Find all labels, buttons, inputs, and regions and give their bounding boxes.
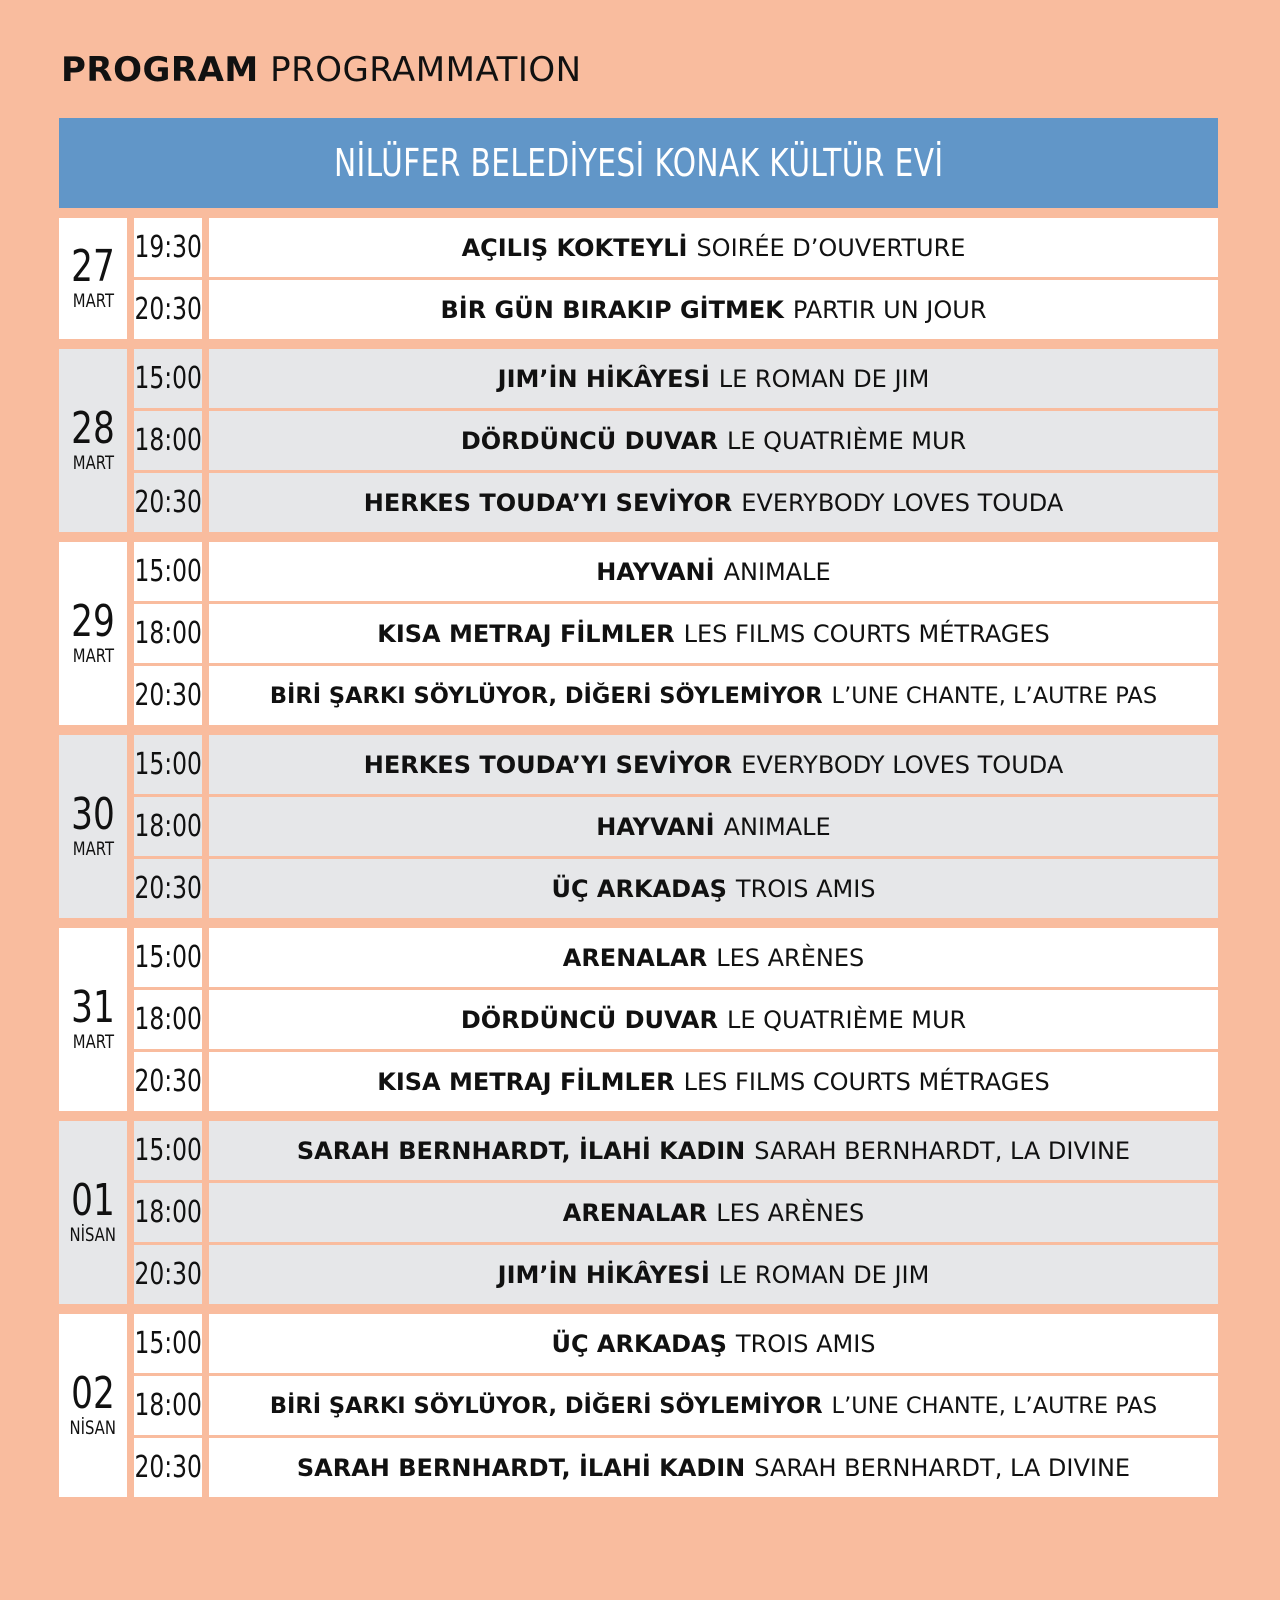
screening-time: 18:00	[134, 423, 202, 458]
date-day: 31	[71, 981, 115, 1033]
film-title-french: L’UNE CHANTE, L’AUTRE PAS	[831, 682, 1158, 709]
screening-time-cell	[134, 473, 202, 532]
date-day: 30	[71, 788, 115, 840]
film-title-cell	[209, 1438, 1218, 1497]
screening-time: 18:00	[134, 809, 202, 844]
screening-time: 20:30	[134, 485, 202, 520]
film-title-cell	[209, 280, 1218, 339]
date-cell	[59, 1121, 127, 1304]
date-month: MART	[72, 1030, 114, 1053]
screening-time: 20:30	[134, 871, 202, 906]
screening-time-cell	[134, 859, 202, 918]
screening-list	[134, 735, 1218, 918]
film-title-turkish: BİR GÜN BIRAKIP GİTMEK	[440, 295, 784, 324]
date-day: 29	[71, 595, 115, 647]
day-block	[59, 218, 1218, 339]
film-title-cell	[209, 1121, 1218, 1180]
screening-time: 20:30	[134, 292, 202, 327]
film-title-french: SOIRÉE D’OUVERTURE	[696, 233, 966, 262]
screening-time-cell	[134, 928, 202, 987]
screening-row	[134, 1438, 1218, 1497]
date-cell	[59, 928, 127, 1111]
film-title-french: SARAH BERNHARDT, LA DIVINE	[754, 1136, 1131, 1165]
screening-row	[134, 1121, 1218, 1180]
film-title-french: LES ARÈNES	[716, 943, 865, 972]
date-cell	[59, 1314, 127, 1497]
screening-list	[134, 1121, 1218, 1304]
screening-time-cell	[134, 735, 202, 794]
film-title-french: LE ROMAN DE JIM	[718, 1260, 930, 1289]
venue-banner	[59, 118, 1218, 208]
film-title-cell	[209, 411, 1218, 470]
screening-time-cell	[134, 218, 202, 277]
screening-row	[134, 1052, 1218, 1111]
film-title-turkish: ÜÇ ARKADAŞ	[551, 874, 727, 903]
screening-time: 18:00	[134, 1195, 202, 1230]
screening-row	[134, 797, 1218, 856]
screening-row	[134, 735, 1218, 794]
film-title-french: ANIMALE	[723, 557, 831, 586]
screening-row	[134, 666, 1218, 725]
film-title-turkish: ARENALAR	[562, 1198, 708, 1227]
date-day: 01	[71, 1174, 115, 1226]
date-day: 28	[71, 402, 115, 454]
screening-row	[134, 859, 1218, 918]
screening-row	[134, 1376, 1218, 1435]
film-title-turkish: JIM’İN HİKÂYESİ	[497, 1260, 710, 1289]
day-block	[59, 349, 1218, 532]
film-title-turkish: AÇILIŞ KOKTEYLİ	[461, 233, 688, 262]
film-title-french: ANIMALE	[723, 812, 831, 841]
film-title-cell	[209, 859, 1218, 918]
film-title-french: LES FILMS COURTS MÉTRAGES	[683, 619, 1050, 648]
screening-time-cell	[134, 990, 202, 1049]
film-title-cell	[209, 666, 1218, 725]
screening-time-cell	[134, 280, 202, 339]
film-title-cell	[209, 349, 1218, 408]
screening-time: 18:00	[134, 1002, 202, 1037]
date-day: 02	[71, 1367, 115, 1419]
film-title-turkish: ARENALAR	[562, 943, 708, 972]
date-cell	[59, 218, 127, 339]
date-day: 27	[71, 240, 115, 292]
film-title-french: EVERYBODY LOVES TOUDA	[741, 488, 1064, 517]
date-cell	[59, 735, 127, 918]
film-title-turkish: KISA METRAJ FİLMLER	[377, 619, 675, 648]
screening-time-cell	[134, 1121, 202, 1180]
film-title-turkish: JIM’İN HİKÂYESİ	[497, 364, 710, 393]
film-title-turkish: SARAH BERNHARDT, İLAHİ KADIN	[296, 1453, 746, 1482]
film-title-cell	[209, 1052, 1218, 1111]
film-title-french: SARAH BERNHARDT, LA DIVINE	[754, 1453, 1131, 1482]
film-title-turkish: BİRİ ŞARKI SÖYLÜYOR, DİĞERİ SÖYLEMİYOR	[269, 1392, 823, 1419]
screening-time-cell	[134, 1052, 202, 1111]
film-title-cell	[209, 928, 1218, 987]
screening-row	[134, 1314, 1218, 1373]
screening-time: 15:00	[134, 361, 202, 396]
film-title-cell	[209, 1376, 1218, 1435]
screening-row	[134, 473, 1218, 532]
film-title-french: LES ARÈNES	[716, 1198, 865, 1227]
film-title-turkish: BİRİ ŞARKI SÖYLÜYOR, DİĞERİ SÖYLEMİYOR	[269, 682, 823, 709]
screening-time-cell	[134, 542, 202, 601]
screening-row	[134, 1245, 1218, 1304]
film-title-cell	[209, 473, 1218, 532]
film-title-cell	[209, 1183, 1218, 1242]
film-title-cell	[209, 218, 1218, 277]
film-title-cell	[209, 1314, 1218, 1373]
page-title-french: PROGRAMMATION	[270, 50, 582, 90]
screening-time-cell	[134, 666, 202, 725]
schedule-table	[59, 218, 1218, 1507]
film-title-cell	[209, 542, 1218, 601]
date-cell	[59, 349, 127, 532]
page-title	[61, 50, 582, 90]
screening-time: 20:30	[134, 678, 202, 713]
date-month: MART	[72, 837, 114, 860]
film-title-cell	[209, 797, 1218, 856]
film-title-french: TROIS AMIS	[735, 1329, 876, 1358]
screening-list	[134, 542, 1218, 725]
date-month: MART	[72, 451, 114, 474]
film-title-cell	[209, 604, 1218, 663]
screening-time: 19:30	[134, 230, 202, 265]
screening-row	[134, 990, 1218, 1049]
screening-row	[134, 542, 1218, 601]
screening-row	[134, 411, 1218, 470]
date-cell	[59, 542, 127, 725]
screening-list	[134, 218, 1218, 339]
day-block	[59, 1121, 1218, 1304]
date-month: NİSAN	[69, 1223, 117, 1246]
screening-time-cell	[134, 411, 202, 470]
screening-row	[134, 349, 1218, 408]
screening-row	[134, 218, 1218, 277]
film-title-turkish: HAYVANİ	[596, 557, 715, 586]
screening-time: 20:30	[134, 1257, 202, 1292]
day-block	[59, 735, 1218, 918]
screening-row	[134, 280, 1218, 339]
film-title-french: TROIS AMIS	[735, 874, 876, 903]
film-title-turkish: SARAH BERNHARDT, İLAHİ KADIN	[296, 1136, 746, 1165]
film-title-cell	[209, 735, 1218, 794]
film-title-french: EVERYBODY LOVES TOUDA	[741, 750, 1064, 779]
film-title-cell	[209, 1245, 1218, 1304]
screening-time-cell	[134, 349, 202, 408]
screening-time: 15:00	[134, 554, 202, 589]
film-title-french: LE QUATRIÈME MUR	[726, 426, 967, 455]
screening-row	[134, 928, 1218, 987]
screening-time-cell	[134, 1183, 202, 1242]
date-month: MART	[72, 289, 114, 312]
film-title-cell	[209, 990, 1218, 1049]
screening-time-cell	[134, 1438, 202, 1497]
film-title-turkish: HERKES TOUDA’YI SEVİYOR	[363, 488, 733, 517]
film-title-french: LE ROMAN DE JIM	[718, 364, 930, 393]
film-title-turkish: HAYVANİ	[596, 812, 715, 841]
day-block	[59, 1314, 1218, 1497]
screening-time: 15:00	[134, 940, 202, 975]
film-title-french: L’UNE CHANTE, L’AUTRE PAS	[831, 1392, 1158, 1419]
venue-name: NİLÜFER BELEDİYESİ KONAK KÜLTÜR EVİ	[333, 141, 944, 185]
film-title-french: PARTIR UN JOUR	[792, 295, 987, 324]
screening-time: 18:00	[134, 1388, 202, 1423]
film-title-turkish: DÖRDÜNCÜ DUVAR	[460, 426, 718, 455]
screening-time: 20:30	[134, 1064, 202, 1099]
film-title-turkish: HERKES TOUDA’YI SEVİYOR	[363, 750, 733, 779]
screening-time: 15:00	[134, 1133, 202, 1168]
screening-row	[134, 604, 1218, 663]
date-month: NİSAN	[69, 1416, 117, 1439]
screening-time-cell	[134, 1314, 202, 1373]
film-title-turkish: ÜÇ ARKADAŞ	[551, 1329, 727, 1358]
screening-time-cell	[134, 797, 202, 856]
screening-list	[134, 349, 1218, 532]
screening-time: 18:00	[134, 616, 202, 651]
screening-list	[134, 1314, 1218, 1497]
film-title-french: LE QUATRIÈME MUR	[726, 1005, 967, 1034]
screening-time: 20:30	[134, 1450, 202, 1485]
page-title-turkish: PROGRAM	[61, 50, 259, 90]
date-month: MART	[72, 644, 114, 667]
film-title-turkish: KISA METRAJ FİLMLER	[377, 1067, 675, 1096]
screening-time-cell	[134, 604, 202, 663]
screening-time: 15:00	[134, 747, 202, 782]
screening-list	[134, 928, 1218, 1111]
film-title-french: LES FILMS COURTS MÉTRAGES	[683, 1067, 1050, 1096]
screening-time-cell	[134, 1376, 202, 1435]
day-block	[59, 928, 1218, 1111]
day-block	[59, 542, 1218, 725]
screening-row	[134, 1183, 1218, 1242]
screening-time: 15:00	[134, 1326, 202, 1361]
film-title-turkish: DÖRDÜNCÜ DUVAR	[460, 1005, 718, 1034]
screening-time-cell	[134, 1245, 202, 1304]
